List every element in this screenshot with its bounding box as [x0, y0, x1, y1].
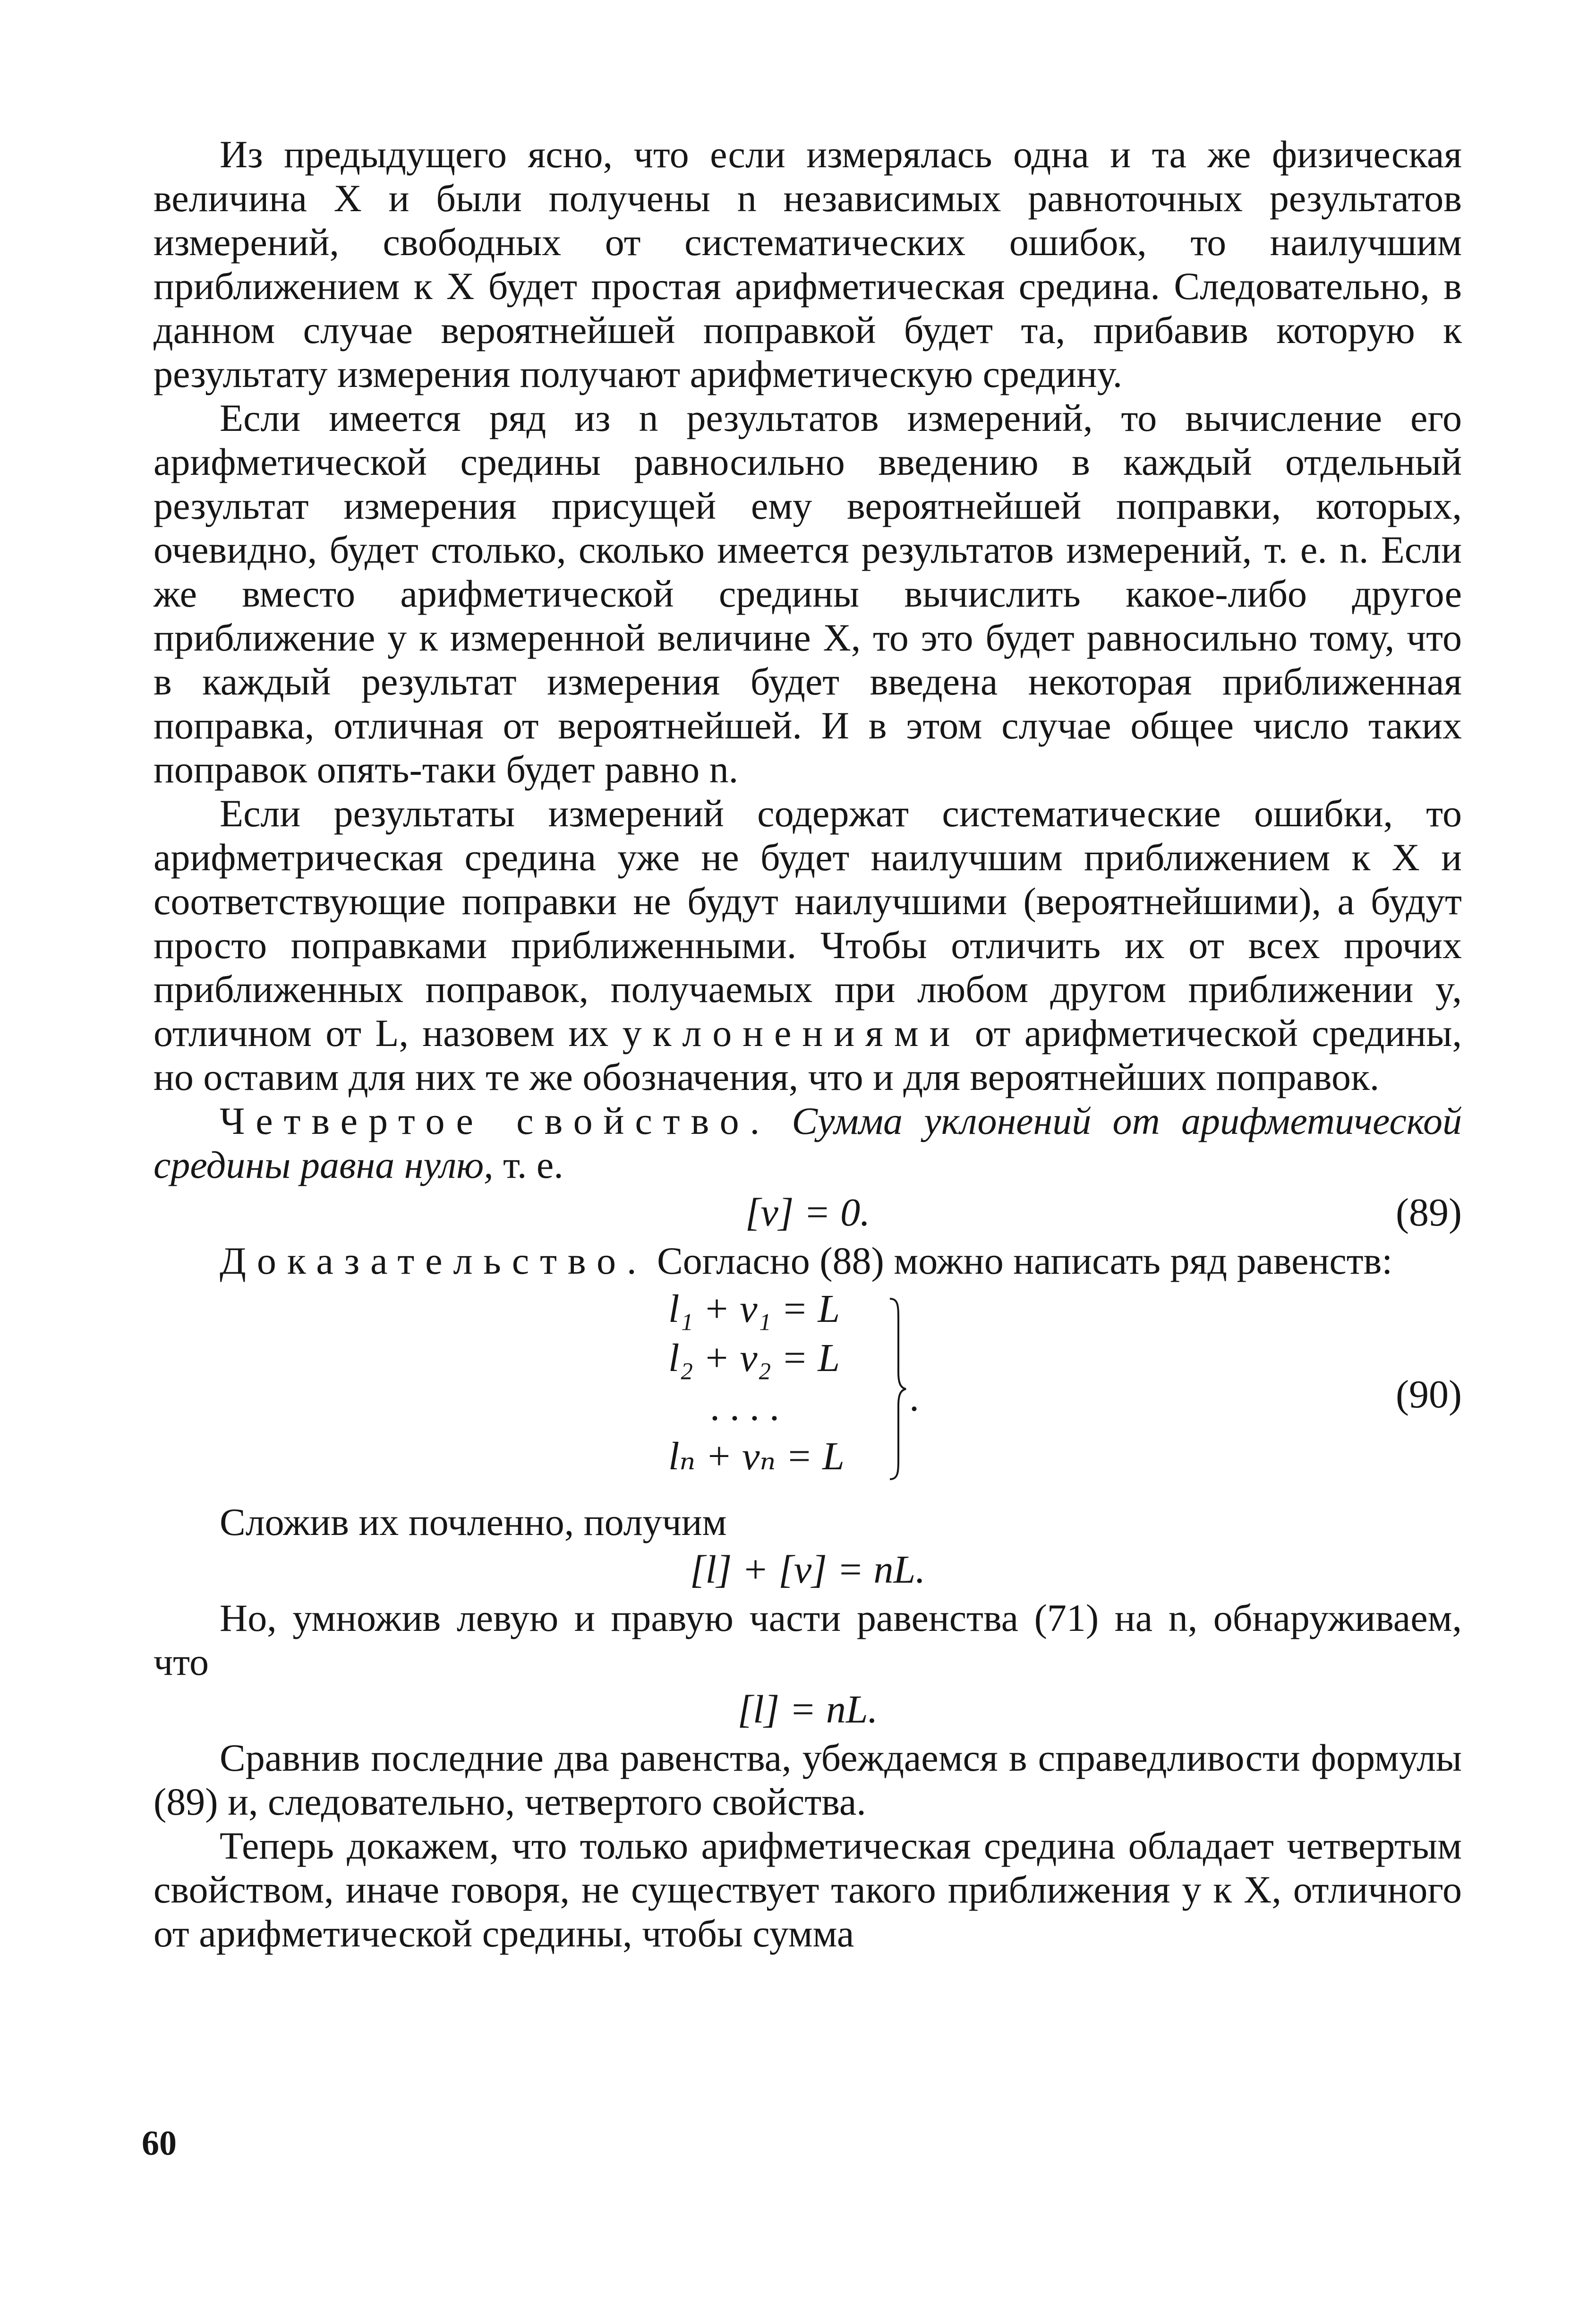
equation-sum-formula: [l] + [v] = nL. [690, 1548, 926, 1592]
equation-89-formula: [v] = 0. [745, 1191, 871, 1234]
paragraph-sum: Сложив их почленно, получим [220, 1500, 727, 1543]
proof-heading: Доказательство. [220, 1239, 648, 1282]
property-statement: Сумма уклонений от арифметической средины равна нулю, [154, 1099, 1462, 1186]
right-brace-icon [888, 1297, 907, 1481]
proof-intro [154, 1239, 1462, 1283]
paragraph-3-text-a: Если результаты измерений содержат систематические ошибки, то арифметрическая средина уже не будет наилучшим приближением к X и соответствующие поправки не будут наилучшими (вероятнейшими), а будут просто поправками приближенными. Чтобы отличить их от всех прочих приближенных поправок, получаемых при любом другом приближении y, отличном от L, назовем их [154, 792, 1462, 1054]
paragraph-3 [154, 791, 1462, 1099]
paragraph-compare: Сравнив последние два равенства, убеждаемся в справедливости формулы (89) и, следовательно, четвертого свойства. [154, 1736, 1462, 1823]
system-trailing-dot: . [909, 1376, 919, 1420]
paragraph-3-text-b: от арифметической средины, но оставим для них те же обозначения, что и для вероятнейших поправок. [154, 1011, 1462, 1098]
equation-system-90 [154, 1283, 1462, 1500]
equation-90-number: (90) [1396, 1372, 1462, 1416]
page-number: 60 [142, 2124, 177, 2163]
proof-text: Согласно (88) можно написать ряд равенств: [647, 1239, 1393, 1282]
system-line: l₂ + v₂ = L [668, 1336, 840, 1380]
system-line: lₙ + vₙ = L [668, 1434, 845, 1478]
paragraph-2: Если имеется ряд из n результатов измерений, то вычисление его арифметической средины равносильно введению в каждый отдельный результат измерения присущей ему вероятнейшей поправки, которых, очевидно, будет столько, сколько имеется результатов измерений, т. е. n. Если же вместо арифметической средины вычислить какое-либо другое приближение y к измеренной величине X, то это будет равносильно тому, что в каждый результат измерения будет введена некоторая приближенная поправка, отличная от вероятнейшей. И в этом случае общее число таких поправок опять-таки будет равно n. [154, 396, 1462, 791]
property-four [154, 1099, 1462, 1187]
property-tail: т. е. [493, 1143, 563, 1186]
system-lines [668, 1285, 845, 1481]
paragraph-1: Из предыдущего ясно, что если измерялась одна и та же физическая величина X и были получены n независимых равноточных результатов измерений, свободных от систематических ошибок, то наилучшим приближением к X будет простая арифметическая средина. Следовательно, в данном случае вероятнейшей поправкой будет та, прибавив которую к результату измерения получают арифметическую средину. [154, 133, 1462, 395]
system-line: l₁ + v₁ = L [668, 1287, 840, 1331]
equation-sum [154, 1544, 1462, 1596]
property-heading: Четвертое свойство. [220, 1099, 771, 1142]
equation-89 [154, 1187, 1462, 1239]
equation-89-number: (89) [1396, 1191, 1462, 1234]
paragraph-prove: Теперь докажем, что только арифметическая средина обладает четвертым свойством, иначе говоря, не существует такого приближения y к X, отличного от арифметической средины, чтобы сумма [154, 1824, 1462, 1955]
equation-l [154, 1684, 1462, 1736]
system-line: . . . . [711, 1385, 780, 1429]
term-deviations: уклонениями [622, 1011, 961, 1054]
equation-l-formula: [l] = nL. [737, 1688, 878, 1731]
paragraph-multiply: Но, умножив левую и правую части равенства (71) на n, обнаруживаем, что [154, 1596, 1462, 1683]
page-body [154, 132, 1462, 1955]
